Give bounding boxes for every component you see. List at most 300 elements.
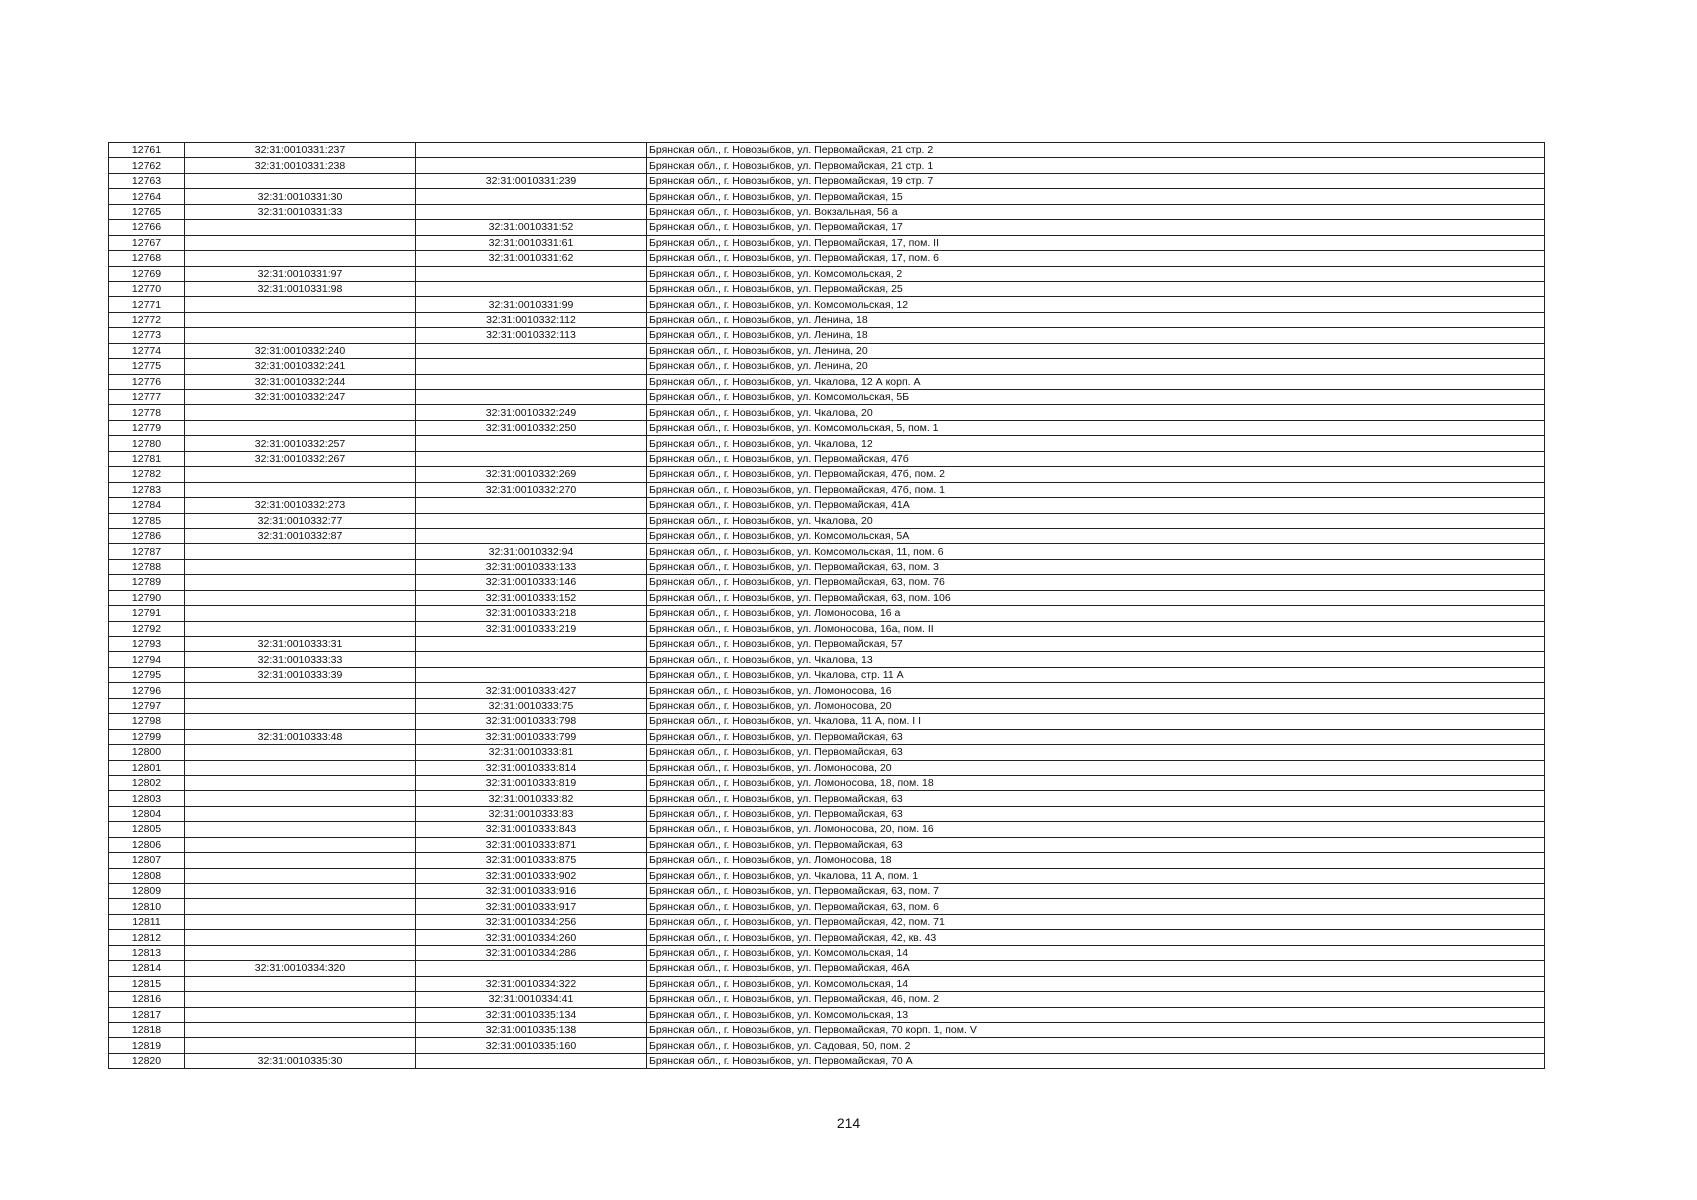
cadastral-number-cell: 32:31:0010331:237 (185, 143, 416, 158)
cadastral-number-cell (185, 621, 416, 636)
table-row (109, 482, 1545, 497)
cadastral-number-cell (185, 806, 416, 821)
cadastral-number-alt-cell: 32:31:0010331:61 (416, 235, 647, 250)
cadastral-number-alt-cell: 32:31:0010333:875 (416, 853, 647, 868)
cadastral-number-cell: 32:31:0010333:39 (185, 667, 416, 682)
address-cell: Брянская обл., г. Новозыбков, ул. Ломоносова, 20 (647, 760, 1545, 775)
cadastral-number-alt-cell: 32:31:0010331:239 (416, 173, 647, 188)
row-number-cell: 12819 (109, 1038, 185, 1053)
cadastral-number-cell: 32:31:0010332:247 (185, 390, 416, 405)
cadastral-number-alt-cell (416, 637, 647, 652)
row-number-cell: 12782 (109, 467, 185, 482)
row-number-cell: 12787 (109, 544, 185, 559)
cadastral-number-alt-cell: 32:31:0010333:819 (416, 775, 647, 790)
row-number-cell: 12788 (109, 559, 185, 574)
row-number-cell: 12796 (109, 683, 185, 698)
row-number-cell: 12772 (109, 312, 185, 327)
cadastral-number-alt-cell (416, 390, 647, 405)
row-number-cell: 12815 (109, 976, 185, 991)
table-row (109, 775, 1545, 790)
cadastral-number-cell (185, 220, 416, 235)
cadastral-number-alt-cell: 32:31:0010335:138 (416, 1022, 647, 1037)
cadastral-number-cell (185, 683, 416, 698)
address-cell: Брянская обл., г. Новозыбков, ул. Комсомольская, 14 (647, 976, 1545, 991)
row-number-cell: 12806 (109, 837, 185, 852)
cadastral-number-alt-cell: 32:31:0010333:218 (416, 606, 647, 621)
address-cell: Брянская обл., г. Новозыбков, ул. Первомайская, 46А (647, 961, 1545, 976)
address-cell: Брянская обл., г. Новозыбков, ул. Комсомольская, 5А (647, 528, 1545, 543)
row-number-cell: 12767 (109, 235, 185, 250)
table-row (109, 914, 1545, 929)
cadastral-number-alt-cell (416, 528, 647, 543)
row-number-cell: 12794 (109, 652, 185, 667)
table-row (109, 467, 1545, 482)
cadastral-number-alt-cell (416, 961, 647, 976)
address-cell: Брянская обл., г. Новозыбков, ул. Первомайская, 25 (647, 281, 1545, 296)
row-number-cell: 12763 (109, 173, 185, 188)
row-number-cell: 12765 (109, 204, 185, 219)
cadastral-number-alt-cell (416, 1053, 647, 1068)
cadastral-number-alt-cell (416, 667, 647, 682)
address-cell: Брянская обл., г. Новозыбков, ул. Ломоносова, 18 (647, 853, 1545, 868)
address-cell: Брянская обл., г. Новозыбков, ул. Ломоносова, 20 (647, 698, 1545, 713)
cadastral-number-cell (185, 606, 416, 621)
table-row (109, 868, 1545, 883)
cadastral-number-alt-cell (416, 451, 647, 466)
cadastral-number-cell (185, 251, 416, 266)
table-row (109, 698, 1545, 713)
row-number-cell: 12777 (109, 390, 185, 405)
cadastral-number-cell: 32:31:0010332:273 (185, 498, 416, 513)
address-cell: Брянская обл., г. Новозыбков, ул. Первомайская, 63 (647, 745, 1545, 760)
address-cell: Брянская обл., г. Новозыбков, ул. Первомайская, 47б, пом. 1 (647, 482, 1545, 497)
page-number: 214 (836, 1115, 861, 1131)
table-row (109, 667, 1545, 682)
cadastral-number-alt-cell: 32:31:0010332:270 (416, 482, 647, 497)
row-number-cell: 12798 (109, 714, 185, 729)
cadastral-number-alt-cell (416, 204, 647, 219)
row-number-cell: 12774 (109, 343, 185, 358)
row-number-cell: 12809 (109, 884, 185, 899)
address-cell: Брянская обл., г. Новозыбков, ул. Ленина, 20 (647, 343, 1545, 358)
row-number-cell: 12779 (109, 420, 185, 435)
cadastral-number-cell (185, 1022, 416, 1037)
table-row (109, 945, 1545, 960)
table-row (109, 822, 1545, 837)
row-number-cell: 12793 (109, 637, 185, 652)
cadastral-number-alt-cell (416, 343, 647, 358)
cadastral-number-alt-cell: 32:31:0010334:256 (416, 914, 647, 929)
table-row (109, 359, 1545, 374)
row-number-cell: 12785 (109, 513, 185, 528)
address-cell: Брянская обл., г. Новозыбков, ул. Ленина, 18 (647, 312, 1545, 327)
table-row (109, 729, 1545, 744)
address-cell: Брянская обл., г. Новозыбков, ул. Первомайская, 47б (647, 451, 1545, 466)
cadastral-number-alt-cell (416, 374, 647, 389)
cadastral-number-cell (185, 328, 416, 343)
table-row (109, 652, 1545, 667)
address-cell: Брянская обл., г. Новозыбков, ул. Первомайская, 63, пом. 7 (647, 884, 1545, 899)
cadastral-number-cell: 32:31:0010334:320 (185, 961, 416, 976)
cadastral-number-alt-cell: 32:31:0010332:112 (416, 312, 647, 327)
table-row (109, 606, 1545, 621)
cadastral-number-cell: 32:31:0010332:240 (185, 343, 416, 358)
table-row (109, 312, 1545, 327)
table-row (109, 513, 1545, 528)
cadastral-number-cell: 32:31:0010333:33 (185, 652, 416, 667)
cadastral-number-alt-cell: 32:31:0010333:916 (416, 884, 647, 899)
row-number-cell: 12762 (109, 158, 185, 173)
address-cell: Брянская обл., г. Новозыбков, ул. Первомайская, 70 А (647, 1053, 1545, 1068)
cadastral-number-cell: 32:31:0010335:30 (185, 1053, 416, 1068)
registry-table-body (109, 143, 1545, 1069)
address-cell: Брянская обл., г. Новозыбков, ул. Первомайская, 63 (647, 806, 1545, 821)
cadastral-number-cell (185, 714, 416, 729)
row-number-cell: 12810 (109, 899, 185, 914)
cadastral-number-cell (185, 760, 416, 775)
row-number-cell: 12814 (109, 961, 185, 976)
cadastral-number-alt-cell: 32:31:0010331:99 (416, 297, 647, 312)
address-cell: Брянская обл., г. Новозыбков, ул. Первомайская, 46, пом. 2 (647, 992, 1545, 1007)
row-number-cell: 12791 (109, 606, 185, 621)
table-row (109, 374, 1545, 389)
address-cell: Брянская обл., г. Новозыбков, ул. Ломоносова, 16а, пом. II (647, 621, 1545, 636)
cadastral-number-alt-cell (416, 652, 647, 667)
row-number-cell: 12784 (109, 498, 185, 513)
cadastral-number-alt-cell (416, 498, 647, 513)
cadastral-number-alt-cell: 32:31:0010333:83 (416, 806, 647, 821)
address-cell: Брянская обл., г. Новозыбков, ул. Комсомольская, 13 (647, 1007, 1545, 1022)
row-number-cell: 12803 (109, 791, 185, 806)
cadastral-number-cell: 32:31:0010332:267 (185, 451, 416, 466)
table-row (109, 343, 1545, 358)
table-row (109, 390, 1545, 405)
row-number-cell: 12797 (109, 698, 185, 713)
row-number-cell: 12799 (109, 729, 185, 744)
cadastral-number-alt-cell: 32:31:0010335:160 (416, 1038, 647, 1053)
table-row (109, 837, 1545, 852)
table-row (109, 961, 1545, 976)
cadastral-number-alt-cell: 32:31:0010333:843 (416, 822, 647, 837)
address-cell: Брянская обл., г. Новозыбков, ул. Вокзальная, 56 а (647, 204, 1545, 219)
address-cell: Брянская обл., г. Новозыбков, ул. Чкалова, 11 А, пом. 1 (647, 868, 1545, 883)
table-row (109, 405, 1545, 420)
address-cell: Брянская обл., г. Новозыбков, ул. Ломоносова, 18, пом. 18 (647, 775, 1545, 790)
table-row (109, 297, 1545, 312)
row-number-cell: 12818 (109, 1022, 185, 1037)
table-row (109, 1038, 1545, 1053)
cadastral-number-cell (185, 837, 416, 852)
row-number-cell: 12813 (109, 945, 185, 960)
address-cell: Брянская обл., г. Новозыбков, ул. Первомайская, 63 (647, 791, 1545, 806)
address-cell: Брянская обл., г. Новозыбков, ул. Первомайская, 57 (647, 637, 1545, 652)
table-row (109, 976, 1545, 991)
cadastral-number-cell (185, 791, 416, 806)
cadastral-number-cell (185, 930, 416, 945)
cadastral-number-cell: 32:31:0010332:77 (185, 513, 416, 528)
table-row (109, 173, 1545, 188)
table-row (109, 235, 1545, 250)
cadastral-number-alt-cell: 32:31:0010334:41 (416, 992, 647, 1007)
cadastral-number-cell (185, 945, 416, 960)
table-row (109, 806, 1545, 821)
table-row (109, 1053, 1545, 1068)
cadastral-number-cell (185, 884, 416, 899)
cadastral-number-alt-cell: 32:31:0010333:133 (416, 559, 647, 574)
cadastral-number-alt-cell: 32:31:0010335:134 (416, 1007, 647, 1022)
address-cell: Брянская обл., г. Новозыбков, ул. Первомайская, 17, пом. II (647, 235, 1545, 250)
row-number-cell: 12769 (109, 266, 185, 281)
table-row (109, 992, 1545, 1007)
cadastral-number-alt-cell (416, 281, 647, 296)
cadastral-number-cell: 32:31:0010332:244 (185, 374, 416, 389)
table-row (109, 251, 1545, 266)
cadastral-number-cell (185, 420, 416, 435)
cadastral-number-cell (185, 698, 416, 713)
cadastral-number-cell: 32:31:0010331:33 (185, 204, 416, 219)
address-cell: Брянская обл., г. Новозыбков, ул. Первомайская, 41А (647, 498, 1545, 513)
cadastral-number-cell (185, 312, 416, 327)
cadastral-number-cell: 32:31:0010331:30 (185, 189, 416, 204)
table-row (109, 204, 1545, 219)
table-row (109, 884, 1545, 899)
cadastral-number-cell (185, 559, 416, 574)
cadastral-number-alt-cell: 32:31:0010333:146 (416, 575, 647, 590)
address-cell: Брянская обл., г. Новозыбков, ул. Первомайская, 17 (647, 220, 1545, 235)
address-cell: Брянская обл., г. Новозыбков, ул. Ленина, 18 (647, 328, 1545, 343)
cadastral-number-alt-cell: 32:31:0010334:260 (416, 930, 647, 945)
cadastral-number-alt-cell: 32:31:0010333:82 (416, 791, 647, 806)
cadastral-number-cell: 32:31:0010331:238 (185, 158, 416, 173)
address-cell: Брянская обл., г. Новозыбков, ул. Первомайская, 19 стр. 7 (647, 173, 1545, 188)
registry-table (108, 142, 1545, 1069)
table-row (109, 637, 1545, 652)
address-cell: Брянская обл., г. Новозыбков, ул. Ленина, 20 (647, 359, 1545, 374)
cadastral-number-alt-cell (416, 513, 647, 528)
table-row (109, 436, 1545, 451)
row-number-cell: 12781 (109, 451, 185, 466)
cadastral-number-cell (185, 235, 416, 250)
table-row (109, 590, 1545, 605)
address-cell: Брянская обл., г. Новозыбков, ул. Первомайская, 42, кв. 43 (647, 930, 1545, 945)
cadastral-number-alt-cell: 32:31:0010333:81 (416, 745, 647, 760)
cadastral-number-cell (185, 405, 416, 420)
cadastral-number-cell (185, 775, 416, 790)
address-cell: Брянская обл., г. Новозыбков, ул. Чкалова, 12 (647, 436, 1545, 451)
row-number-cell: 12805 (109, 822, 185, 837)
table-row (109, 899, 1545, 914)
address-cell: Брянская обл., г. Новозыбков, ул. Комсомольская, 12 (647, 297, 1545, 312)
cadastral-number-cell: 32:31:0010332:87 (185, 528, 416, 543)
cadastral-number-cell (185, 575, 416, 590)
address-cell: Брянская обл., г. Новозыбков, ул. Первомайская, 63 (647, 837, 1545, 852)
table-row (109, 143, 1545, 158)
address-cell: Брянская обл., г. Новозыбков, ул. Первомайская, 63, пом. 106 (647, 590, 1545, 605)
address-cell: Брянская обл., г. Новозыбков, ул. Чкалова, 20 (647, 405, 1545, 420)
row-number-cell: 12812 (109, 930, 185, 945)
row-number-cell: 12790 (109, 590, 185, 605)
cadastral-number-cell (185, 914, 416, 929)
address-cell: Брянская обл., г. Новозыбков, ул. Первомайская, 63, пом. 3 (647, 559, 1545, 574)
table-row (109, 451, 1545, 466)
cadastral-number-alt-cell: 32:31:0010332:249 (416, 405, 647, 420)
address-cell: Брянская обл., г. Новозыбков, ул. Ломоносова, 16 (647, 683, 1545, 698)
address-cell: Брянская обл., г. Новозыбков, ул. Чкалова, 20 (647, 513, 1545, 528)
row-number-cell: 12820 (109, 1053, 185, 1068)
row-number-cell: 12771 (109, 297, 185, 312)
table-row (109, 158, 1545, 173)
address-cell: Брянская обл., г. Новозыбков, ул. Чкалова, 12 А корп. А (647, 374, 1545, 389)
cadastral-number-alt-cell: 32:31:0010334:286 (416, 945, 647, 960)
cadastral-number-cell: 32:31:0010333:48 (185, 729, 416, 744)
cadastral-number-cell (185, 868, 416, 883)
cadastral-number-cell (185, 482, 416, 497)
cadastral-number-cell: 32:31:0010333:31 (185, 637, 416, 652)
row-number-cell: 12807 (109, 853, 185, 868)
address-cell: Брянская обл., г. Новозыбков, ул. Первомайская, 63, пом. 6 (647, 899, 1545, 914)
cadastral-number-cell (185, 297, 416, 312)
cadastral-number-alt-cell: 32:31:0010332:113 (416, 328, 647, 343)
row-number-cell: 12811 (109, 914, 185, 929)
cadastral-number-cell (185, 992, 416, 1007)
cadastral-number-alt-cell: 32:31:0010331:52 (416, 220, 647, 235)
row-number-cell: 12816 (109, 992, 185, 1007)
table-row (109, 559, 1545, 574)
cadastral-number-cell (185, 853, 416, 868)
row-number-cell: 12817 (109, 1007, 185, 1022)
table-row (109, 853, 1545, 868)
table-row (109, 281, 1545, 296)
address-cell: Брянская обл., г. Новозыбков, ул. Первомайская, 47б, пом. 2 (647, 467, 1545, 482)
cadastral-number-cell (185, 544, 416, 559)
address-cell: Брянская обл., г. Новозыбков, ул. Первомайская, 15 (647, 189, 1545, 204)
cadastral-number-alt-cell: 32:31:0010333:814 (416, 760, 647, 775)
cadastral-number-alt-cell (416, 359, 647, 374)
row-number-cell: 12773 (109, 328, 185, 343)
address-cell: Брянская обл., г. Новозыбков, ул. Комсомольская, 5Б (647, 390, 1545, 405)
row-number-cell: 12802 (109, 775, 185, 790)
cadastral-number-alt-cell: 32:31:0010332:269 (416, 467, 647, 482)
table-row (109, 930, 1545, 945)
cadastral-number-alt-cell: 32:31:0010333:75 (416, 698, 647, 713)
table-row (109, 220, 1545, 235)
table-row (109, 791, 1545, 806)
cadastral-number-cell: 32:31:0010331:97 (185, 266, 416, 281)
row-number-cell: 12795 (109, 667, 185, 682)
table-row (109, 1007, 1545, 1022)
cadastral-number-cell (185, 1038, 416, 1053)
row-number-cell: 12776 (109, 374, 185, 389)
address-cell: Брянская обл., г. Новозыбков, ул. Чкалова, 13 (647, 652, 1545, 667)
address-cell: Брянская обл., г. Новозыбков, ул. Первомайская, 70 корп. 1, пом. V (647, 1022, 1545, 1037)
row-number-cell: 12808 (109, 868, 185, 883)
table-row (109, 575, 1545, 590)
table-row (109, 498, 1545, 513)
cadastral-number-cell (185, 822, 416, 837)
address-cell: Брянская обл., г. Новозыбков, ул. Чкалова, стр. 11 А (647, 667, 1545, 682)
address-cell: Брянская обл., г. Новозыбков, ул. Первомайская, 42, пом. 71 (647, 914, 1545, 929)
cadastral-number-alt-cell (416, 158, 647, 173)
row-number-cell: 12804 (109, 806, 185, 821)
cadastral-number-alt-cell: 32:31:0010333:798 (416, 714, 647, 729)
cadastral-number-cell (185, 745, 416, 760)
cadastral-number-alt-cell: 32:31:0010332:250 (416, 420, 647, 435)
address-cell: Брянская обл., г. Новозыбков, ул. Первомайская, 63 (647, 729, 1545, 744)
table-row (109, 328, 1545, 343)
table-row (109, 266, 1545, 281)
table-row (109, 621, 1545, 636)
row-number-cell: 12766 (109, 220, 185, 235)
row-number-cell: 12792 (109, 621, 185, 636)
cadastral-number-alt-cell: 32:31:0010331:62 (416, 251, 647, 266)
table-row (109, 714, 1545, 729)
table-row (109, 1022, 1545, 1037)
cadastral-number-alt-cell: 32:31:0010333:152 (416, 590, 647, 605)
row-number-cell: 12764 (109, 189, 185, 204)
table-row (109, 760, 1545, 775)
cadastral-number-cell: 32:31:0010332:257 (185, 436, 416, 451)
address-cell: Брянская обл., г. Новозыбков, ул. Первомайская, 21 стр. 1 (647, 158, 1545, 173)
address-cell: Брянская обл., г. Новозыбков, ул. Ломоносова, 16 а (647, 606, 1545, 621)
address-cell: Брянская обл., г. Новозыбков, ул. Ломоносова, 20, пом. 16 (647, 822, 1545, 837)
row-number-cell: 12789 (109, 575, 185, 590)
row-number-cell: 12768 (109, 251, 185, 266)
row-number-cell: 12770 (109, 281, 185, 296)
cadastral-number-cell (185, 1007, 416, 1022)
address-cell: Брянская обл., г. Новозыбков, ул. Комсомольская, 5, пом. 1 (647, 420, 1545, 435)
address-cell: Брянская обл., г. Новозыбков, ул. Комсомольская, 14 (647, 945, 1545, 960)
cadastral-number-alt-cell (416, 189, 647, 204)
cadastral-number-alt-cell: 32:31:0010334:322 (416, 976, 647, 991)
cadastral-number-cell (185, 976, 416, 991)
table-row (109, 189, 1545, 204)
row-number-cell: 12783 (109, 482, 185, 497)
cadastral-number-alt-cell: 32:31:0010333:799 (416, 729, 647, 744)
address-cell: Брянская обл., г. Новозыбков, ул. Чкалова, 11 А, пом. I I (647, 714, 1545, 729)
address-cell: Брянская обл., г. Новозыбков, ул. Комсомольская, 11, пом. 6 (647, 544, 1545, 559)
cadastral-number-alt-cell: 32:31:0010332:94 (416, 544, 647, 559)
row-number-cell: 12775 (109, 359, 185, 374)
cadastral-number-alt-cell (416, 436, 647, 451)
address-cell: Брянская обл., г. Новозыбков, ул. Садовая, 50, пом. 2 (647, 1038, 1545, 1053)
table-row (109, 745, 1545, 760)
address-cell: Брянская обл., г. Новозыбков, ул. Первомайская, 21 стр. 2 (647, 143, 1545, 158)
cadastral-number-cell (185, 173, 416, 188)
row-number-cell: 12801 (109, 760, 185, 775)
cadastral-number-cell: 32:31:0010332:241 (185, 359, 416, 374)
cadastral-number-alt-cell: 32:31:0010333:871 (416, 837, 647, 852)
row-number-cell: 12800 (109, 745, 185, 760)
cadastral-number-cell (185, 590, 416, 605)
cadastral-number-alt-cell: 32:31:0010333:427 (416, 683, 647, 698)
address-cell: Брянская обл., г. Новозыбков, ул. Первомайская, 17, пом. 6 (647, 251, 1545, 266)
cadastral-number-cell (185, 899, 416, 914)
cadastral-number-alt-cell: 32:31:0010333:902 (416, 868, 647, 883)
cadastral-number-cell (185, 467, 416, 482)
cadastral-number-alt-cell: 32:31:0010333:917 (416, 899, 647, 914)
row-number-cell: 12786 (109, 528, 185, 543)
table-row (109, 528, 1545, 543)
address-cell: Брянская обл., г. Новозыбков, ул. Комсомольская, 2 (647, 266, 1545, 281)
cadastral-number-alt-cell (416, 266, 647, 281)
cadastral-number-cell: 32:31:0010331:98 (185, 281, 416, 296)
cadastral-number-alt-cell (416, 143, 647, 158)
row-number-cell: 12778 (109, 405, 185, 420)
cadastral-number-alt-cell: 32:31:0010333:219 (416, 621, 647, 636)
address-cell: Брянская обл., г. Новозыбков, ул. Первомайская, 63, пом. 76 (647, 575, 1545, 590)
table-row (109, 544, 1545, 559)
row-number-cell: 12780 (109, 436, 185, 451)
